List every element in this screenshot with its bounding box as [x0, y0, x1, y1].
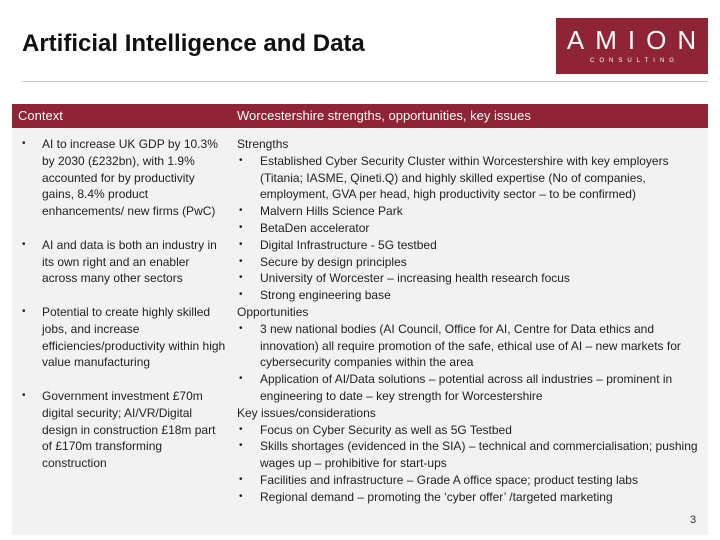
- bullet-icon: •: [22, 138, 26, 149]
- issues-heading: Key issues/considerations: [237, 405, 376, 420]
- list-item-text: Secure by design principles: [260, 254, 407, 269]
- list-item-text: Established Cyber Security Cluster within Worcestershire with key employers (Titania; IASME, Qineti.Q) and highly skilled expertise (No of companies, employment, GVA per head, high productivity sector – to be confirmed): [260, 153, 669, 202]
- list-item-text: Application of AI/Data solutions – potential across all industries – prominent in engineering to date – key strength for Worcestershire: [260, 372, 673, 403]
- header-context: Context: [18, 108, 63, 123]
- list-item: [237, 153, 705, 203]
- list-item: [237, 472, 705, 489]
- list-item: [237, 371, 705, 405]
- list-item-text: Focus on Cyber Security as well as 5G Testbed: [260, 422, 512, 437]
- list-item-text: Strong engineering base: [260, 288, 391, 303]
- list-item-text: Malvern Hills Science Park: [260, 204, 403, 219]
- bullet-icon: •: [22, 238, 26, 250]
- bullet-icon: •: [239, 238, 243, 250]
- amion-logo: [556, 18, 708, 74]
- list-item: [237, 220, 705, 237]
- bullet-icon: •: [239, 255, 243, 267]
- issues-list: [237, 422, 705, 506]
- bullet-icon: •: [239, 322, 243, 334]
- list-item: [12, 136, 231, 220]
- opportunities-list: [237, 321, 705, 405]
- strengths-content: [237, 136, 705, 506]
- list-item: [12, 237, 231, 287]
- header-strengths: Worcestershire strengths, opportunities, key issues: [237, 108, 531, 123]
- bullet-icon: •: [239, 373, 243, 385]
- list-item-text: BetaDen accelerator: [260, 220, 370, 235]
- list-item: [237, 270, 705, 287]
- bullet-icon: •: [239, 490, 243, 502]
- bullet-icon: •: [239, 423, 243, 435]
- list-item: [237, 237, 705, 254]
- list-item: [12, 388, 231, 472]
- bullet-icon: •: [22, 389, 26, 401]
- list-item-text: 3 new national bodies (AI Council, Office for AI, Centre for Data ethics and innovation) all require promotion of the safe, ethical use of AI – new markets for cybersecurity companies within the area: [260, 321, 681, 370]
- list-item-text: AI and data is both an industry in its own right and an enabler across many other sectors: [42, 237, 217, 286]
- list-item: [237, 438, 705, 472]
- bullet-icon: •: [239, 440, 243, 452]
- bullet-icon: •: [239, 221, 243, 233]
- strengths-heading: Strengths: [237, 137, 289, 151]
- context-list: [12, 136, 231, 489]
- strengths-column: [231, 128, 708, 535]
- bullet-icon: •: [239, 272, 243, 284]
- page-title: Artificial Intelligence and Data: [22, 30, 365, 57]
- list-item: [12, 304, 231, 371]
- opportunities-heading: Opportunities: [237, 304, 309, 319]
- list-item: [237, 254, 705, 271]
- list-item-text: Government investment £70m digital security; AI/VR/Digital design in construction £18m part of £170m transforming construction: [42, 388, 216, 471]
- table-header: [12, 104, 708, 128]
- bullet-icon: •: [239, 154, 243, 166]
- bullet-icon: •: [239, 473, 243, 485]
- list-item: [237, 422, 705, 439]
- list-item: [237, 489, 705, 506]
- list-item: [237, 321, 705, 371]
- list-item-text: Digital Infrastructure - 5G testbed: [260, 237, 437, 252]
- logo-main-text: AMION: [566, 25, 708, 55]
- list-item: [237, 287, 705, 304]
- list-item-text: Regional demand – promoting the ‘cyber offer’ /targeted marketing: [260, 489, 613, 504]
- list-item-text: Facilities and infrastructure – Grade A office space; product testing labs: [260, 472, 638, 487]
- title-divider: [22, 81, 708, 82]
- logo-sub-text: CONSULTING: [590, 58, 679, 64]
- bullet-icon: •: [239, 289, 243, 301]
- bullet-icon: •: [22, 305, 26, 317]
- list-item-text: AI to increase UK GDP by 10.3% by 2030 (£232bn), with 1.9% accounted for by productivity gains, 8.4% product enhancements/ new firms (PwC): [42, 137, 218, 219]
- list-item-text: Potential to create highly skilled jobs, and increase efficiencies/productivity within high value manufacturing: [42, 304, 226, 370]
- list-item: [237, 203, 705, 220]
- page-number: 3: [690, 514, 697, 526]
- context-column: [12, 128, 231, 535]
- bullet-icon: •: [239, 205, 243, 217]
- list-item-text: University of Worcester – increasing health research focus: [260, 271, 570, 286]
- strengths-list: [237, 153, 705, 304]
- list-item-text: Skills shortages (evidenced in the SIA) – technical and commercialisation; pushing wages up – prohibitive for start-ups: [260, 439, 698, 471]
